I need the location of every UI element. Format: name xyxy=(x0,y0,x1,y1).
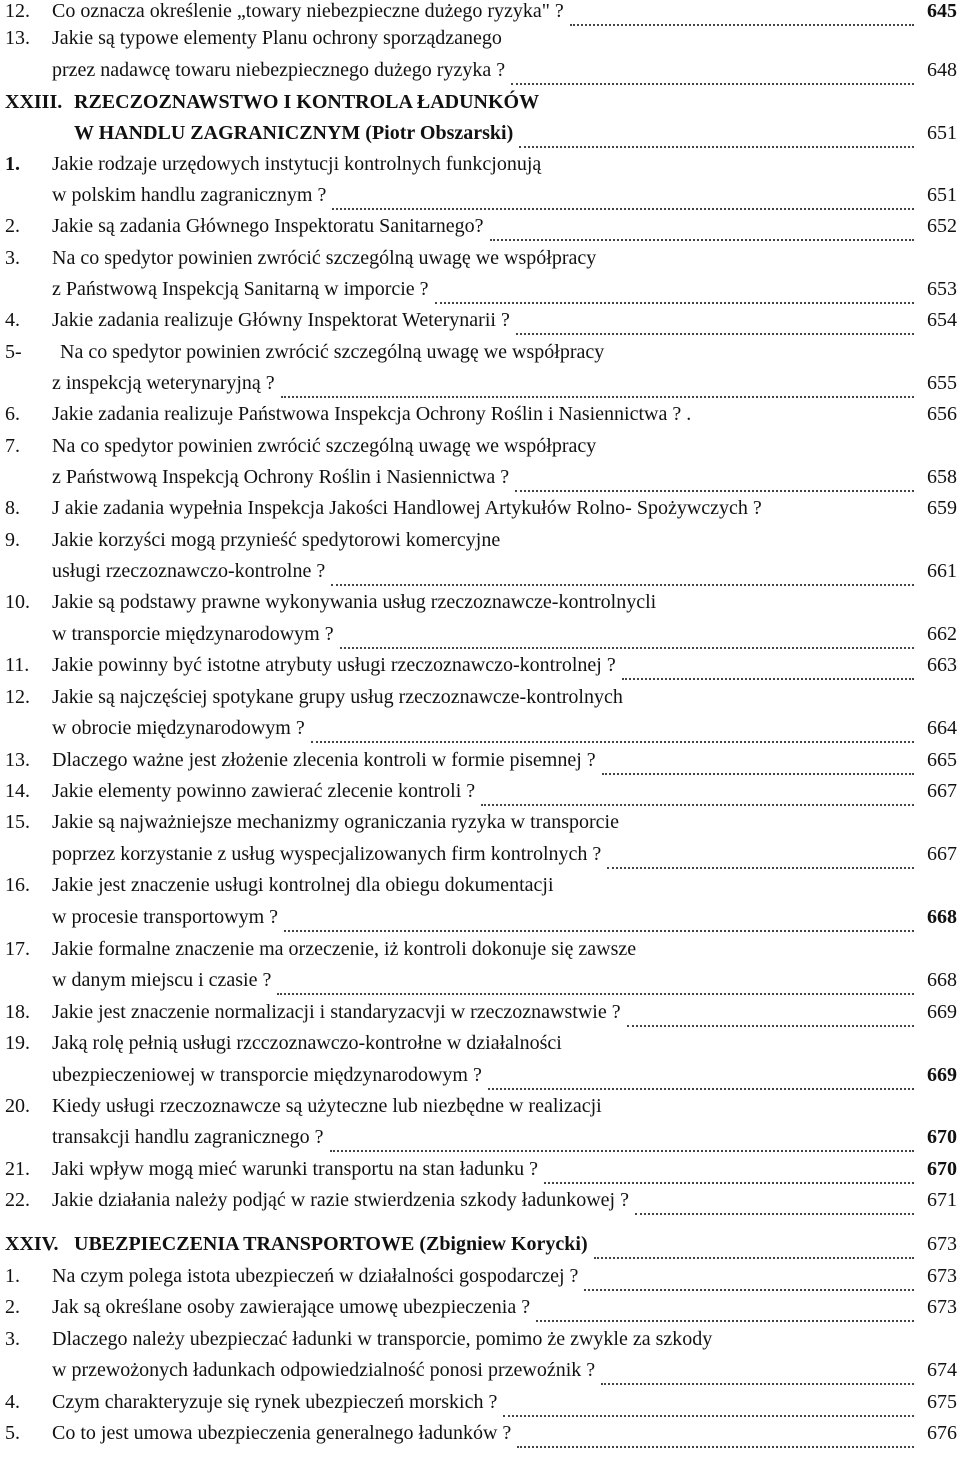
toc-page-number: 664 xyxy=(927,717,957,739)
toc-entry-number: 6. xyxy=(5,403,20,425)
toc-entry-number: 13. xyxy=(5,749,30,771)
dot-leader xyxy=(536,1290,914,1322)
dot-leader xyxy=(281,366,914,398)
toc-page-number: 673 xyxy=(927,1265,957,1287)
toc-page-number: 673 xyxy=(927,1233,957,1255)
toc-page-number: 670 xyxy=(927,1126,957,1148)
toc-entry-number: 2. xyxy=(5,1296,20,1318)
toc-page-number: 665 xyxy=(927,749,957,771)
toc-line xyxy=(0,560,960,590)
dot-leader xyxy=(601,1353,914,1385)
toc-line xyxy=(0,1422,960,1452)
toc-entry-title: W HANDLU ZAGRANICZNYM (Piotr Obszarski) xyxy=(74,122,514,144)
toc-entry-number: 7. xyxy=(5,435,20,457)
toc-entry-number: 20. xyxy=(5,1095,30,1117)
toc-entry-title: Na czym polega istota ubezpieczeń w działalności gospodarczej ? xyxy=(52,1265,579,1287)
dot-leader xyxy=(519,116,914,148)
toc-entry-title: Jakie formalne znaczenie ma orzeczenie, iż kontroli dokonuje się zawsze xyxy=(52,938,637,960)
dot-leader xyxy=(340,617,914,649)
toc-entry-title: RZECZOZNAWSTWO I KONTROLA ŁADUNKÓW xyxy=(74,91,540,113)
toc-entry-number: 3. xyxy=(5,247,20,269)
dot-leader xyxy=(488,1058,914,1090)
toc-page-number: 656 xyxy=(927,403,957,425)
dot-leader xyxy=(481,774,914,806)
dot-leader xyxy=(311,711,914,743)
toc-entry-number: 18. xyxy=(5,1001,30,1023)
toc-page-number: 675 xyxy=(927,1391,957,1413)
toc-page-number: 671 xyxy=(927,1189,957,1211)
toc-entry-title: Jak są określane osoby zawierające umowę ubezpieczenia ? xyxy=(52,1296,531,1318)
toc-entry-number: 12. xyxy=(5,686,30,708)
toc-entry-title: w przewożonych ładunkach odpowiedzialność ponosi przewoźnik ? xyxy=(52,1359,596,1381)
toc-entry-title: poprzez korzystanie z usług wyspecjalizowanych firm kontrolnych ? xyxy=(52,843,602,865)
toc-entry-title: Jaki wpływ mogą mieć warunki transportu na stan ładunku ? xyxy=(52,1158,538,1180)
toc-entry-title: usługi rzeczoznawczo-kontrolne ? xyxy=(52,560,326,582)
toc-page-number: 667 xyxy=(927,780,957,802)
dot-leader xyxy=(602,743,914,775)
toc-page-number: 648 xyxy=(927,59,957,81)
toc-entry-number: 12. xyxy=(5,0,30,22)
toc-entry-number: 15. xyxy=(5,811,30,833)
toc-line xyxy=(0,403,960,433)
toc-entry-title: Jakie zadania realizuje Państwowa Inspekcja Ochrony Roślin i Nasiennictwa ? . xyxy=(52,403,692,425)
toc-page-number: 669 xyxy=(927,1001,957,1023)
toc-entry-title: z Państwową Inspekcją Sanitarną w imporcie ? xyxy=(52,278,429,300)
dot-leader xyxy=(515,460,914,492)
toc-page-number: 661 xyxy=(927,560,957,582)
toc-entry-title: Dlaczego ważne jest złożenie zlecenia kontroli w formie pisemnej ? xyxy=(52,749,596,771)
toc-page-number: 662 xyxy=(927,623,957,645)
toc-entry-number: 21. xyxy=(5,1158,30,1180)
toc-page-number: 653 xyxy=(927,278,957,300)
toc-page-number: 655 xyxy=(927,372,957,394)
toc-line xyxy=(0,1064,960,1094)
toc-entry-title: Jakie jest znaczenie normalizacji i standaryzacvji w rzeczoznawstwie ? xyxy=(52,1001,621,1023)
toc-entry-number: 13. xyxy=(5,27,30,49)
toc-page-number: 658 xyxy=(927,466,957,488)
toc-entry-number: 1. xyxy=(5,1265,20,1287)
toc-entry-number: 4. xyxy=(5,309,20,331)
toc-entry-title: Na co spedytor powinien zwrócić szczególną uwagę we współpracy xyxy=(52,247,597,269)
toc-entry-number: 2. xyxy=(5,215,20,237)
dot-leader xyxy=(570,0,914,26)
dot-leader xyxy=(635,1183,914,1215)
toc-page-number: 645 xyxy=(927,0,957,22)
toc-entry-title: Jakie są typowe elementy Planu ochrony sporządzanego xyxy=(52,27,502,49)
dot-leader xyxy=(503,1385,914,1417)
dot-leader xyxy=(277,963,914,995)
toc-page-number: 669 xyxy=(927,1064,957,1086)
dot-leader xyxy=(544,1152,914,1184)
toc-entry-number: XXIV. xyxy=(5,1233,59,1255)
toc-page-number: 651 xyxy=(927,184,957,206)
toc-entry-title: Jakie powinny być istotne atrybuty usługi rzeczoznawczo-kontrolnej ? xyxy=(52,654,616,676)
toc-entry-title: Jakie rodzaje urzędowych instytucji kontrolnych funkcjonują xyxy=(52,153,542,175)
toc-entry-number: 5. xyxy=(5,1422,20,1444)
toc-line xyxy=(0,780,960,810)
dot-leader xyxy=(511,53,914,85)
toc-entry-title: J akie zadania wypełnia Inspekcja Jakości Handlowej Artykułów Rolno- Spożywczych ? xyxy=(52,497,762,519)
dot-leader xyxy=(332,178,914,210)
toc-entry-title: Czym charakteryzuje się rynek ubezpieczeń morskich ? xyxy=(52,1391,498,1413)
toc-entry-number: 10. xyxy=(5,591,30,613)
toc-entry-title: ubezpieczeniowej w transporcie międzynarodowym ? xyxy=(52,1064,482,1086)
toc-entry-title: UBEZPIECZENIA TRANSPORTOWE (Zbigniew Korycki) xyxy=(74,1233,588,1255)
toc-entry-title: Kiedy usługi rzeczoznawcze są użyteczne lub niezbędne w realizacji xyxy=(52,1095,602,1117)
toc-entry-title: Jakie elementy powinno zawierać zlecenie kontroli ? xyxy=(52,780,476,802)
toc-line xyxy=(0,843,960,873)
toc-page-number: 663 xyxy=(927,654,957,676)
toc-entry-title: Na co spedytor powinien zwrócić szczególną uwagę we współpracy xyxy=(52,435,597,457)
dot-leader xyxy=(594,1227,914,1259)
dot-leader xyxy=(331,554,914,586)
toc-entry-number: XXIII. xyxy=(5,91,63,113)
dot-leader xyxy=(622,648,914,680)
toc-line xyxy=(0,1189,960,1219)
toc-line xyxy=(0,654,960,684)
toc-line xyxy=(0,906,960,936)
toc-entry-number: 17. xyxy=(5,938,30,960)
toc-entry-title: Jakie są najważniejsze mechanizmy ograniczania ryzyka w transporcie xyxy=(52,811,619,833)
toc-line xyxy=(0,497,960,527)
toc-entry-number: 19. xyxy=(5,1032,30,1054)
dot-leader xyxy=(584,1259,914,1291)
toc-page-number: 670 xyxy=(927,1158,957,1180)
toc-line xyxy=(0,59,960,89)
toc-entry-number: 4. xyxy=(5,1391,20,1413)
toc-page-number: 654 xyxy=(927,309,957,331)
dot-leader xyxy=(516,303,914,335)
toc-entry-title: w procesie transportowym ? xyxy=(52,906,279,928)
toc-entry-title: przez nadawcę towaru niebezpiecznego dużego ryzyka ? xyxy=(52,59,506,81)
toc-entry-number: 16. xyxy=(5,874,30,896)
toc-entry-title: w polskim handlu zagranicznym ? xyxy=(52,184,327,206)
toc-line xyxy=(0,372,960,402)
toc-line xyxy=(0,122,960,152)
toc-entry-number: 9. xyxy=(5,529,20,551)
toc-entry-title: Co oznacza określenie „towary niebezpieczne dużego ryzyka" ? xyxy=(52,0,564,22)
toc-page-number: 676 xyxy=(927,1422,957,1444)
toc-entry-title: Jakie jest znaczenie usługi kontrolnej dla obiegu dokumentacji xyxy=(52,874,554,896)
toc-entry-number: 5- xyxy=(5,341,22,363)
toc-entry-number: 11. xyxy=(5,654,30,676)
toc-page-number: 667 xyxy=(927,843,957,865)
toc-entry-title: Dlaczego należy ubezpieczać ładunki w transporcie, pomimo że zwykle za szkody xyxy=(52,1328,713,1350)
toc-page-number: 659 xyxy=(927,497,957,519)
toc-entry-number: 1. xyxy=(5,153,20,175)
toc-entry-number: 8. xyxy=(5,497,20,519)
toc-entry-title: w obrocie międzynarodowym ? xyxy=(52,717,305,739)
toc-entry-title: w danym miejscu i czasie ? xyxy=(52,969,272,991)
toc-entry-title: w transporcie międzynarodowym ? xyxy=(52,623,334,645)
toc-entry-title: Jakie są najczęściej spotykane grupy usług rzeczoznawcze-kontrolnych xyxy=(52,686,623,708)
dot-leader xyxy=(627,995,914,1027)
toc-line xyxy=(0,215,960,245)
dot-leader xyxy=(330,1120,914,1152)
toc-entry-title: Na co spedytor powinien zwrócić szczególną uwagę we współpracy xyxy=(60,341,605,363)
toc-entry-number: 3. xyxy=(5,1328,20,1350)
toc-entry-title: Jakie są zadania Głównego Inspektoratu Sanitarnego? xyxy=(52,215,484,237)
dot-leader xyxy=(435,272,914,304)
toc-entry-title: Jaką rolę pełnią usługi rzcczoznawczo-kontrołne w działalności xyxy=(52,1032,562,1054)
toc-entry-title: Jakie działania należy podjąć w razie stwierdzenia szkody ładunkowej ? xyxy=(52,1189,629,1211)
dot-leader xyxy=(607,837,914,869)
toc-page-number: 673 xyxy=(927,1296,957,1318)
toc-entry-number: 14. xyxy=(5,780,30,802)
toc-page-number: 652 xyxy=(927,215,957,237)
toc-entry-title: Jakie są podstawy prawne wykonywania usług rzeczoznawcze-kontrolnycli xyxy=(52,591,657,613)
toc-line xyxy=(0,0,960,30)
dot-leader xyxy=(490,209,914,241)
toc-entry-number: 22. xyxy=(5,1189,30,1211)
toc-line xyxy=(0,1001,960,1031)
toc-line xyxy=(0,466,960,496)
toc-line xyxy=(0,1296,960,1326)
dot-leader xyxy=(284,900,914,932)
toc-entry-title: z Państwową Inspekcją Ochrony Roślin i Nasiennictwa ? xyxy=(52,466,510,488)
toc-page-number: 651 xyxy=(927,122,957,144)
toc-page-number: 674 xyxy=(927,1359,957,1381)
toc-line xyxy=(0,309,960,339)
toc-entry-title: Jakie korzyści mogą przynieść spedytorowi komercyjne xyxy=(52,529,501,551)
toc-page-number: 668 xyxy=(927,906,957,928)
toc-entry-title: Jakie zadania realizuje Główny Inspektorat Weterynarii ? xyxy=(52,309,510,331)
toc-entry-title: z inspekcją weterynaryjną ? xyxy=(52,372,275,394)
toc-page-number: 668 xyxy=(927,969,957,991)
toc-entry-title: transakcji handlu zagranicznego ? xyxy=(52,1126,324,1148)
toc-entry-title: Co to jest umowa ubezpieczenia generalnego ładunków ? xyxy=(52,1422,512,1444)
dot-leader xyxy=(517,1416,914,1448)
